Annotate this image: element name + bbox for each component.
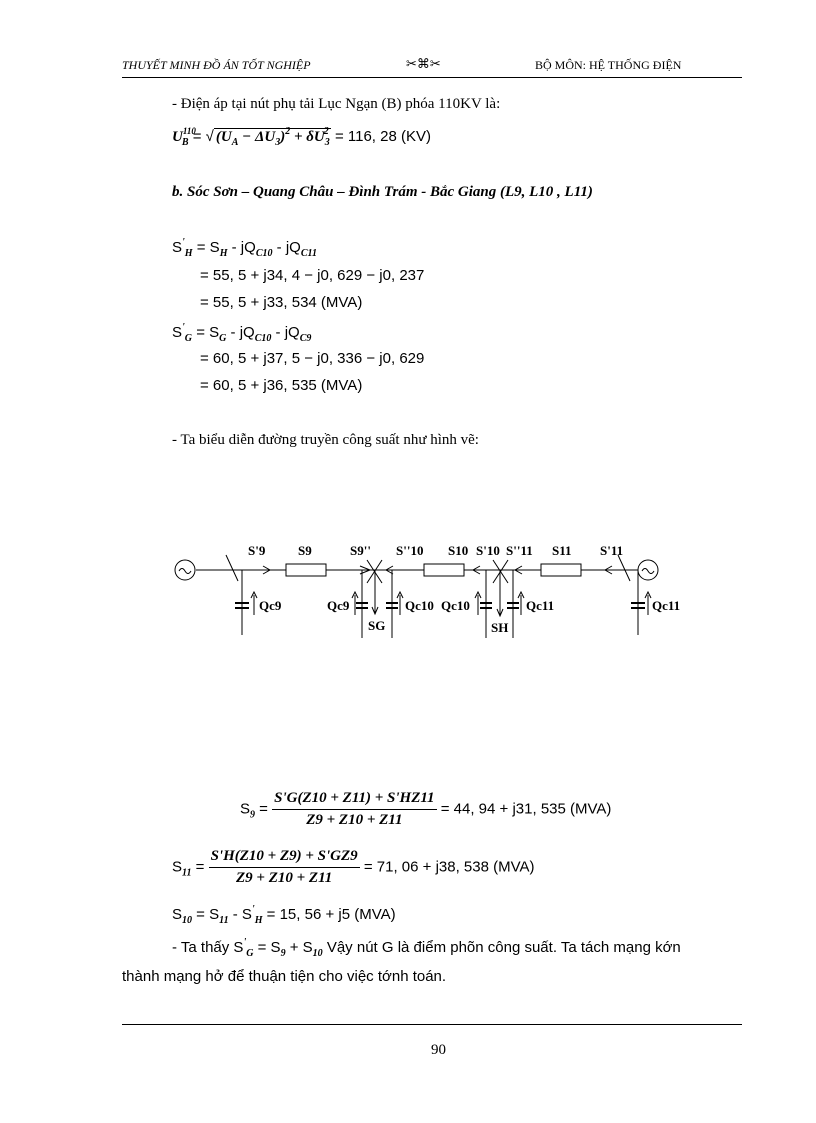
label-s11p: S'11 — [600, 543, 624, 558]
label-s10pp: S''10 — [396, 543, 424, 558]
header-left: THUYẾT MINH ĐỒ ÁN TỐT NGHIỆP — [122, 58, 311, 72]
ub-deltau-sup: 2 — [323, 126, 329, 137]
label-qc10-b: Qc10 — [441, 598, 470, 613]
s10-c-sub: H — [254, 915, 263, 926]
s10-a-sub: 10 — [182, 915, 193, 926]
sh-s: S — [172, 239, 183, 256]
label-qc9-a: Qc9 — [259, 598, 282, 613]
s10-b-sub: 11 — [219, 915, 229, 926]
label-sg: SG — [368, 618, 386, 633]
sg-line-1 — [172, 322, 311, 344]
label-s9: S9 — [298, 543, 312, 558]
s11-numerator: S'H(Z10 + Z9) + S'GZ9 — [209, 848, 360, 868]
sh-jq1: - jQ — [227, 239, 256, 256]
label-s9p: S'9 — [248, 543, 266, 558]
s9-eq-sign: = — [255, 800, 273, 818]
s10-a: S — [172, 906, 183, 923]
ub-deltau-sub: 3 — [324, 137, 330, 148]
s9-denominator: Z9 + Z10 + Z11 — [306, 812, 403, 828]
ub-lhs-sub: B — [181, 137, 189, 148]
sqrt-icon: √ — [205, 128, 214, 145]
s10-c-sup: ' — [251, 904, 255, 915]
ub-radicand — [214, 126, 331, 148]
source-left-icon — [175, 560, 195, 580]
ub-du: − ΔU — [238, 129, 276, 145]
s10-c: - S — [228, 906, 252, 923]
conc-b: = S — [253, 939, 281, 956]
ub-sq: 2 — [285, 126, 291, 137]
header-ornament: ✂⌘✂ — [406, 56, 441, 71]
label-s11pp: S''11 — [506, 543, 533, 558]
ub-lhs-sup: 110 — [182, 126, 196, 136]
sh-sub: H — [184, 248, 193, 259]
sg-jq2: - jQ — [271, 324, 300, 341]
impedance-z9 — [286, 564, 326, 576]
s9-lhs: S — [240, 800, 251, 818]
sg-jq1: - jQ — [226, 324, 255, 341]
label-qc9-b: Qc9 — [327, 598, 350, 613]
sh-line-3: = 55, 5 + j33, 534 (MVA) — [200, 294, 363, 311]
ub-du-sub: 3 — [275, 137, 281, 148]
conc-a-sup: ' — [243, 937, 247, 948]
sh-prime: ' — [182, 237, 185, 248]
conc-c: + S — [285, 939, 313, 956]
s10-b: = S — [192, 906, 220, 923]
sg-sub: G — [184, 333, 193, 344]
ub-equation — [172, 126, 431, 148]
header-rule — [122, 77, 742, 78]
conc-a-sub: G — [246, 948, 254, 959]
section-b-title: b. Sóc Sơn – Quang Châu – Đình Trám - Bắc Giang (L9, L10 , L11) — [172, 184, 593, 200]
sh-sub2: H — [219, 248, 228, 259]
source-right-icon — [638, 560, 658, 580]
sg-sub3: C10 — [254, 333, 272, 344]
label-sh: SH — [491, 620, 509, 635]
conc-d: Vậy nút G là điểm phõn công suất. Ta tách mạng kớn — [322, 939, 681, 956]
ub-close: ) — [280, 129, 286, 145]
label-s9pp: S9'' — [350, 543, 371, 558]
page-number: 90 — [431, 1042, 446, 1058]
conc-b-sub: 9 — [280, 948, 286, 959]
sg-sub2: G — [219, 333, 227, 344]
s10-d: = 15, 56 + j5 (MVA) — [262, 906, 396, 923]
s11-lhs: S — [172, 858, 183, 876]
s9-numerator: S'G(Z10 + Z11) + S'HZ11 — [272, 790, 436, 810]
conclusion-line-1 — [172, 937, 681, 959]
sg-prime: ' — [182, 322, 185, 333]
sh-sub3: C10 — [255, 248, 273, 259]
conc-c-sub: 10 — [312, 948, 323, 959]
label-s11: S11 — [552, 543, 572, 558]
conc-a: - Ta thấy S — [172, 939, 244, 956]
power-flow-diagram — [160, 535, 681, 645]
s11-result: = 71, 06 + j38, 538 (MVA) — [363, 858, 535, 876]
s11-denominator: Z9 + Z10 + Z11 — [235, 870, 333, 886]
s11-eq-sign: = — [191, 858, 209, 876]
ub-result: = 116, 28 (KV) — [330, 128, 431, 145]
sh-line-1 — [172, 237, 317, 259]
sh-sub4: C11 — [300, 248, 317, 259]
sg-line-2: = 60, 5 + j37, 5 − j0, 336 − j0, 629 — [200, 350, 425, 367]
ub-ua: (U — [215, 129, 232, 145]
ub-lhs: U — [172, 129, 183, 145]
impedance-z11 — [541, 564, 581, 576]
conclusion-line-2: thành mạng hở để thuận tiện cho việc tớnh toán. — [122, 968, 447, 985]
sg-eq: = S — [192, 324, 220, 341]
s9-fraction — [272, 790, 436, 829]
diagram-intro: - Ta biểu diễn đường truyền công suất như hình vẽ: — [172, 432, 479, 448]
impedance-z10 — [424, 564, 464, 576]
node-b-tick — [618, 555, 630, 581]
label-qc11-b: Qc11 — [652, 598, 681, 613]
sh-jq2: - jQ — [272, 239, 301, 256]
s11-equation — [172, 848, 535, 887]
ub-ua-sub: A — [231, 137, 239, 148]
sh-eq: = S — [192, 239, 220, 256]
ub-deltau: + δU — [290, 129, 325, 145]
s11-lhs-sub: 11 — [182, 867, 192, 879]
s11-fraction — [209, 848, 360, 887]
s10-equation — [172, 904, 396, 926]
node-a-tick — [226, 555, 238, 581]
s9-equation — [240, 790, 611, 829]
label-qc11-a: Qc11 — [526, 598, 555, 613]
sg-s: S — [172, 324, 183, 341]
header-right: BỘ MÔN: HỆ THỐNG ĐIỆN — [535, 58, 682, 72]
label-s10: S10 — [448, 543, 469, 558]
intro-line: - Điện áp tại nút phụ tải Lục Ngạn (B) phóa 110KV là: — [172, 96, 501, 112]
label-qc10-a: Qc10 — [405, 598, 434, 613]
s9-result: = 44, 94 + j31, 535 (MVA) — [440, 800, 612, 818]
sh-line-2: = 55, 5 + j34, 4 − j0, 629 − j0, 237 — [200, 267, 425, 284]
label-s10p: S'10 — [476, 543, 500, 558]
footer-rule — [122, 1024, 742, 1025]
ub-eq-sign: = — [192, 128, 202, 145]
sg-sub4: C9 — [299, 333, 312, 344]
s9-lhs-sub: 9 — [250, 809, 256, 821]
sg-line-3: = 60, 5 + j36, 535 (MVA) — [200, 377, 363, 394]
